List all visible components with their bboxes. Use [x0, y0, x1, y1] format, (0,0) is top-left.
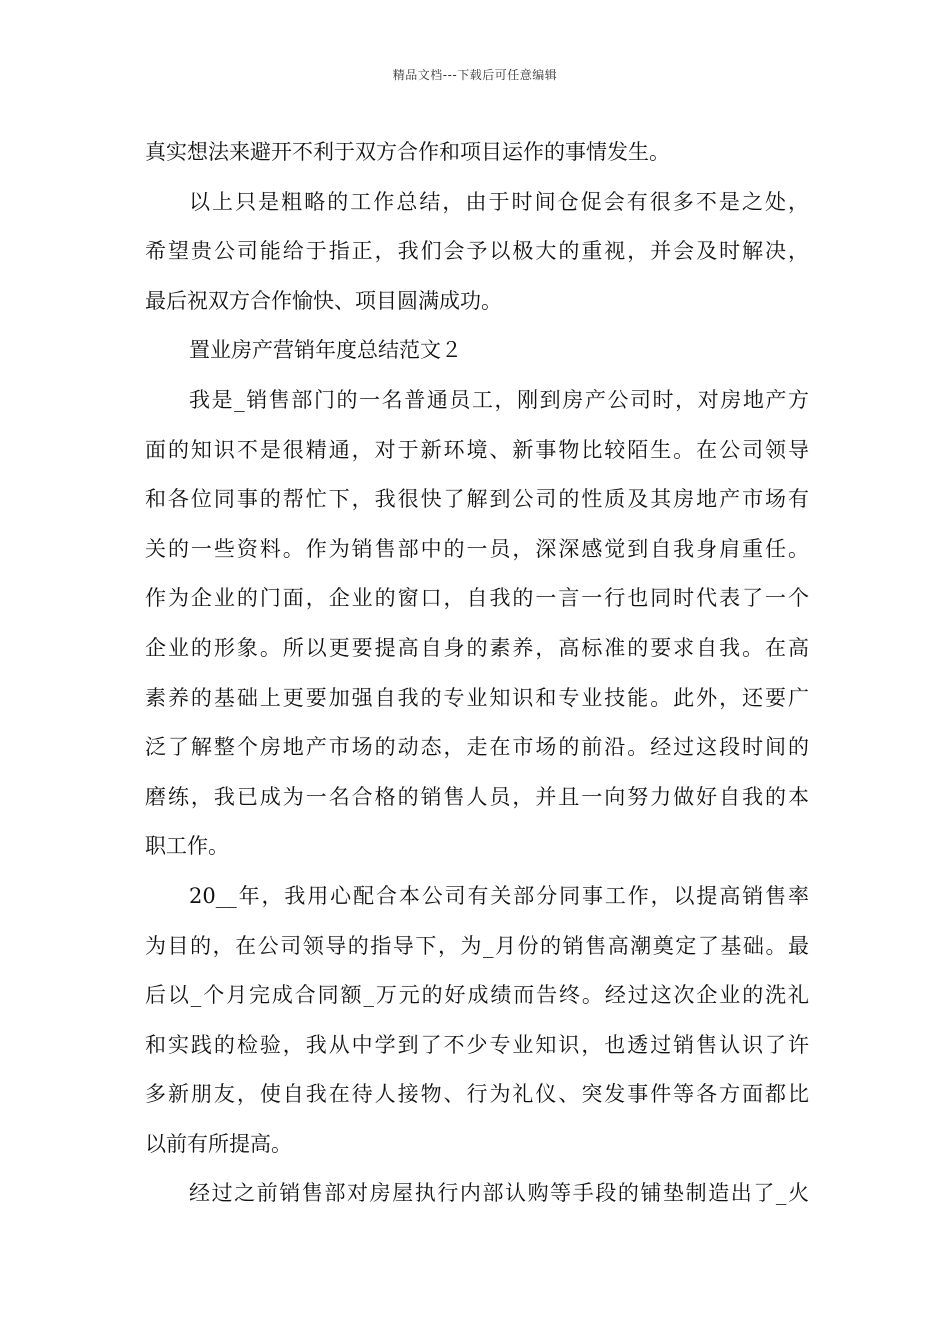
- text-line: 和各位同事的帮忙下，我很快了解到公司的性质及其房地产市场有: [145, 487, 809, 512]
- text-line: 为目的，在公司领导的指导下，为_月份的销售高潮奠定了基础。最: [145, 933, 809, 958]
- text-line: 磨练，我已成为一名合格的销售人员，并且一向努力做好自我的本: [145, 784, 809, 809]
- text-line: 希望贵公司能给于指正，我们会予以极大的重视，并会及时解决，: [145, 239, 809, 264]
- text-line: 后以_个月完成合同额_万元的好成绩而告终。经过这次企业的洗礼: [145, 983, 809, 1008]
- text-line: 关的一些资料。作为销售部中的一员，深深感觉到自我身肩重任。: [145, 536, 809, 561]
- text-line: 置业房产营销年度总结范文２: [189, 338, 462, 363]
- text-line: 和实践的检验，我从中学到了不少专业知识，也透过销售认识了许: [145, 1032, 809, 1057]
- text-line: 职工作。: [145, 834, 229, 859]
- text-line: 以上只是粗略的工作总结，由于时间仓促会有很多不是之处，: [189, 189, 809, 214]
- text-line: 多新朋友，使自我在待人接物、行为礼仪、突发事件等各方面都比: [145, 1082, 809, 1107]
- text-line: 素养的基础上更要加强自我的专业知识和专业技能。此外，还要广: [145, 685, 809, 710]
- text-line: 企业的形象。所以更要提高自身的素养，高标准的要求自我。在高: [145, 635, 809, 660]
- text-line: 泛了解整个房地产市场的动态，走在市场的前沿。经过这段时间的: [145, 735, 809, 760]
- text-line: 经过之前销售部对房屋执行内部认购等手段的铺垫制造出了_火: [189, 1181, 809, 1206]
- text-line: 20__年，我用心配合本公司有关部分同事工作，以提高销售率: [189, 883, 809, 908]
- text-line: 最后祝双方合作愉快、项目圆满成功。: [145, 288, 502, 313]
- text-line: 以前有所提高。: [145, 1131, 292, 1156]
- text-line: 真实想法来避开不利于双方合作和项目运作的事情发生。: [145, 140, 670, 164]
- text-line: 作为企业的门面，企业的窗口，自我的一言一行也同时代表了一个: [145, 586, 809, 611]
- text-line: 面的知识不是很精通，对于新环境、新事物比较陌生。在公司领导: [145, 437, 809, 462]
- document-body: [145, 128, 809, 1219]
- text-line: 我是_销售部门的一名普通员工，刚到房产公司时，对房地产方: [189, 387, 809, 412]
- page-header: 精品文档---下载后可任意编辑: [392, 68, 558, 82]
